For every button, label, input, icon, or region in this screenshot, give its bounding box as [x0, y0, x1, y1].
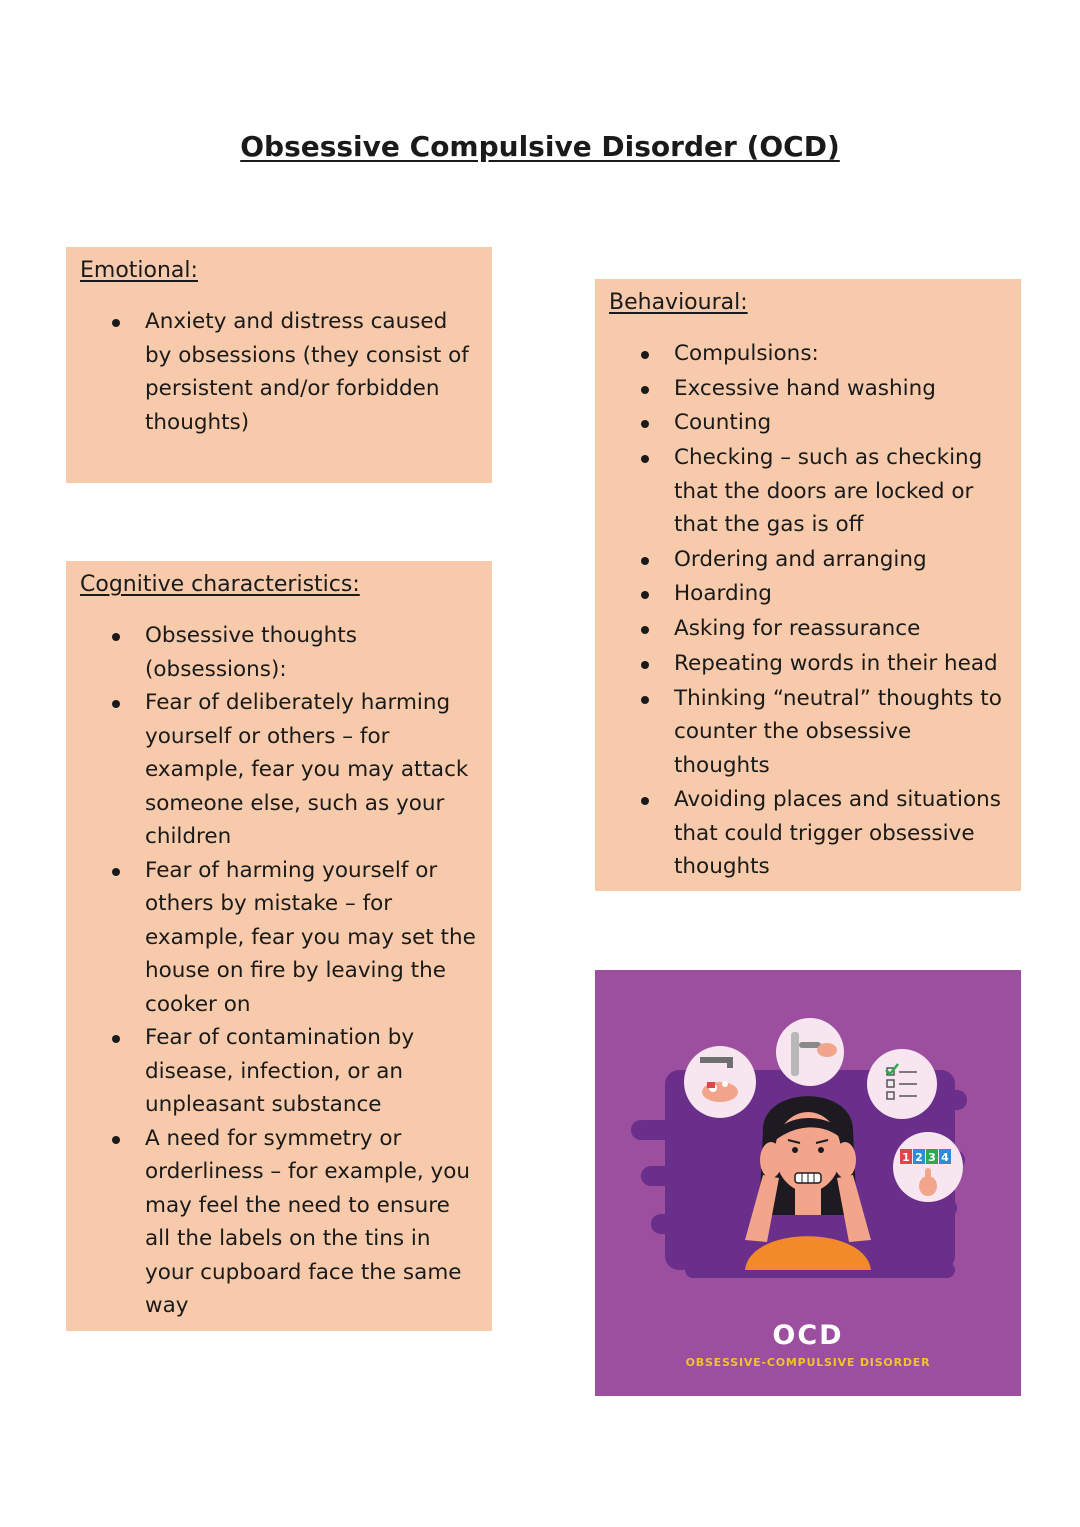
digit-label: 3 — [928, 1151, 936, 1164]
behavioural-list — [609, 337, 1007, 884]
list-item: Asking for reassurance — [674, 612, 1007, 646]
digit-label: 2 — [915, 1151, 923, 1164]
behavioural-heading: Behavioural: — [609, 290, 748, 315]
cognitive-box — [66, 561, 492, 1331]
list-item: Fear of harming yourself or others by mistake – for example, fear you may set the house on fire by leaving the cooker on — [145, 854, 478, 1022]
list-item: Thinking “neutral” thoughts to counter the obsessive thoughts — [674, 682, 1007, 783]
emotional-list — [80, 305, 478, 439]
checklist-icon — [867, 1049, 937, 1119]
door-lock-icon — [776, 1018, 844, 1086]
list-item: Fear of contamination by disease, infection, or an unpleasant substance — [145, 1021, 478, 1122]
list-item: Anxiety and distress caused by obsessions (they consist of persistent and/or forbidden thoughts) — [145, 305, 478, 439]
list-item: Avoiding places and situations that could trigger obsessive thoughts — [674, 783, 1007, 884]
digit-label: 1 — [902, 1151, 910, 1164]
counting-icon — [893, 1132, 963, 1202]
list-item: Fear of deliberately harming yourself or others – for example, fear you may attack someone else, such as your children — [145, 686, 478, 854]
page-title: Obsessive Compulsive Disorder (OCD) — [240, 130, 840, 163]
list-item: Obsessive thoughts (obsessions): — [145, 619, 478, 686]
list-item: Checking – such as checking that the doors are locked or that the gas is off — [674, 441, 1007, 542]
list-item: Hoarding — [674, 577, 1007, 611]
emotional-box — [66, 247, 492, 483]
list-item: Repeating words in their head — [674, 647, 1007, 681]
ocd-illustration — [595, 970, 1021, 1396]
list-item: Ordering and arranging — [674, 543, 1007, 577]
list-item: Excessive hand washing — [674, 372, 1007, 406]
list-item: Counting — [674, 406, 1007, 440]
digit-label: 4 — [941, 1151, 949, 1164]
emotional-heading: Emotional: — [80, 258, 198, 283]
cognitive-list — [80, 619, 478, 1323]
handwashing-icon — [684, 1046, 756, 1118]
cognitive-heading: Cognitive characteristics: — [80, 572, 360, 597]
list-item: A need for symmetry or orderliness – for example, you may feel the need to ensure all the labels on the tins in your cupboard face the same way — [145, 1122, 478, 1323]
ocd-label: OCD — [772, 1320, 844, 1351]
behavioural-box — [595, 279, 1021, 891]
list-item: Compulsions: — [674, 337, 1007, 371]
ocd-subtitle: OBSESSIVE-COMPULSIVE DISORDER — [685, 1356, 931, 1369]
